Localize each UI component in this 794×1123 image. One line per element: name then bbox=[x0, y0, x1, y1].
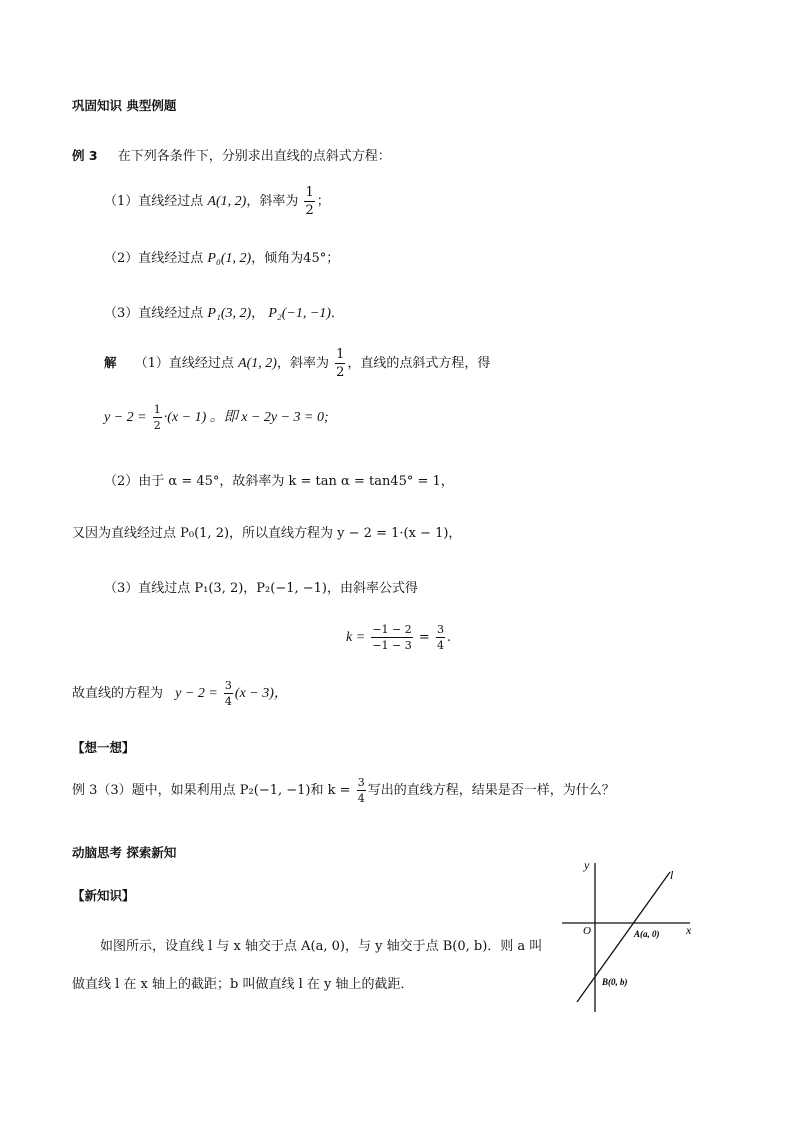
item3-text: （3）直线经过点 bbox=[104, 306, 204, 321]
fraction-numerator: 3 bbox=[436, 623, 444, 636]
point-b-label: B(0, b) bbox=[602, 977, 628, 987]
s3-eq-sign: = bbox=[418, 630, 430, 645]
section-title-consolidate: 巩固知识 典型例题 bbox=[72, 98, 177, 113]
item3-point-2: P₂(−1, −1) bbox=[268, 306, 331, 321]
solution-step-1-equation bbox=[104, 404, 329, 431]
fraction-denominator: 2 bbox=[305, 203, 314, 218]
example-item-2 bbox=[104, 247, 339, 267]
example-item-3 bbox=[104, 302, 344, 322]
think-title: 【想一想】 bbox=[72, 740, 135, 755]
fraction-numerator: 1 bbox=[153, 403, 161, 416]
s3-eq-fraction-1 bbox=[371, 624, 412, 651]
s3-eq-lhs: k = bbox=[346, 630, 366, 645]
s1-text: （1）直线经过点 bbox=[134, 356, 234, 371]
example-item-1 bbox=[104, 186, 330, 217]
item3-sep: ， bbox=[251, 306, 265, 321]
fraction-numerator: −1 − 2 bbox=[372, 623, 412, 636]
fraction-denominator: 4 bbox=[357, 792, 365, 805]
fraction-numerator: 1 bbox=[336, 347, 345, 362]
item1-slope-text: ，斜率为 bbox=[246, 194, 299, 209]
s1-fraction bbox=[335, 348, 345, 379]
y-axis-label: y bbox=[584, 858, 590, 872]
final-rhs: (x − 3)， bbox=[234, 686, 288, 701]
example-label: 例 3 bbox=[72, 148, 98, 163]
think-question bbox=[72, 777, 615, 804]
example-prompt bbox=[72, 145, 391, 164]
item3-end: ． bbox=[330, 306, 344, 321]
fraction-denominator: 2 bbox=[153, 419, 161, 432]
fraction-numerator: 1 bbox=[305, 185, 314, 200]
line-l-label: l bbox=[670, 868, 674, 882]
s1-tail: ，直线的点斜式方程，得 bbox=[347, 356, 491, 371]
fraction-denominator: 2 bbox=[336, 365, 345, 380]
fraction-numerator: 3 bbox=[224, 679, 232, 692]
think-fraction bbox=[357, 777, 366, 804]
section-title-explore: 动脑思考 探索新知 bbox=[72, 845, 177, 860]
final-text: 故直线的方程为 bbox=[72, 686, 164, 701]
fraction-numerator: 3 bbox=[357, 776, 365, 789]
fraction-denominator: −1 − 3 bbox=[372, 639, 412, 652]
origin-label: O bbox=[583, 925, 591, 937]
s1-point: A(1, 2) bbox=[238, 356, 277, 371]
intercept-figure bbox=[550, 855, 700, 1015]
solution-step-2: （2）由于 α = 45°，故斜率为 k = tan α = tan45° = 1， bbox=[104, 474, 454, 489]
item2-text: （2）直线经过点 bbox=[104, 251, 204, 266]
think-question-pre: 例 3（3）题中，如果利用点 P₂(−1, −1)和 k = bbox=[72, 783, 351, 798]
solution-step-2b: 又因为直线经过点 P₀(1, 2)，所以直线方程为 y − 2 = 1·(x − 1)， bbox=[72, 526, 462, 541]
new-knowledge-paragraph-2: 做直线 l 在 x 轴上的截距；b 叫做直线 l 在 y 轴上的截距． bbox=[72, 977, 414, 992]
think-question-post: 写出的直线方程，结果是否一样，为什么？ bbox=[367, 783, 615, 798]
item1-end: ； bbox=[316, 194, 330, 209]
s3-eq-end: . bbox=[446, 630, 452, 645]
fraction-denominator: 4 bbox=[436, 639, 444, 652]
s1-eq-rhs: ·(x − 1) 。即 x − 2y − 3 = 0; bbox=[163, 410, 329, 425]
new-knowledge-title: 【新知识】 bbox=[72, 888, 135, 903]
item2-point: P₀(1, 2) bbox=[207, 251, 252, 266]
final-lhs: y − 2 = bbox=[175, 686, 218, 701]
item1-point: A(1, 2) bbox=[207, 194, 247, 209]
s3-eq-fraction-2 bbox=[436, 624, 445, 651]
solution-final bbox=[72, 680, 288, 707]
new-knowledge-paragraph-1: 如图所示，设直线 l 与 x 轴交于点 A(a, 0)，与 y 轴交于点 B(0, b)．则 a 叫 bbox=[100, 939, 543, 954]
fraction-denominator: 4 bbox=[224, 695, 232, 708]
x-axis-label: x bbox=[686, 923, 692, 937]
solution-step-1 bbox=[104, 348, 490, 379]
s1-slope-text: ，斜率为 bbox=[276, 356, 329, 371]
s1-eq-lhs: y − 2 = bbox=[104, 410, 147, 425]
s1-eq-fraction bbox=[153, 404, 162, 431]
item1-fraction bbox=[304, 186, 314, 217]
point-a-label: A(a, 0) bbox=[634, 929, 660, 939]
solution-step-3-equation bbox=[346, 624, 451, 651]
solution-label: 解 bbox=[104, 355, 117, 370]
item1-text: （1）直线经过点 bbox=[104, 194, 204, 209]
item2-tail: ，倾角为45°； bbox=[251, 251, 340, 266]
example-prompt-text: 在下列各条件下，分别求出直线的点斜式方程： bbox=[117, 149, 391, 164]
item3-point-1: P₁(3, 2) bbox=[207, 306, 252, 321]
final-fraction bbox=[224, 680, 233, 707]
solution-step-3: （3）直线过点 P₁(3, 2)，P₂(−1, −1)，由斜率公式得 bbox=[104, 581, 419, 596]
